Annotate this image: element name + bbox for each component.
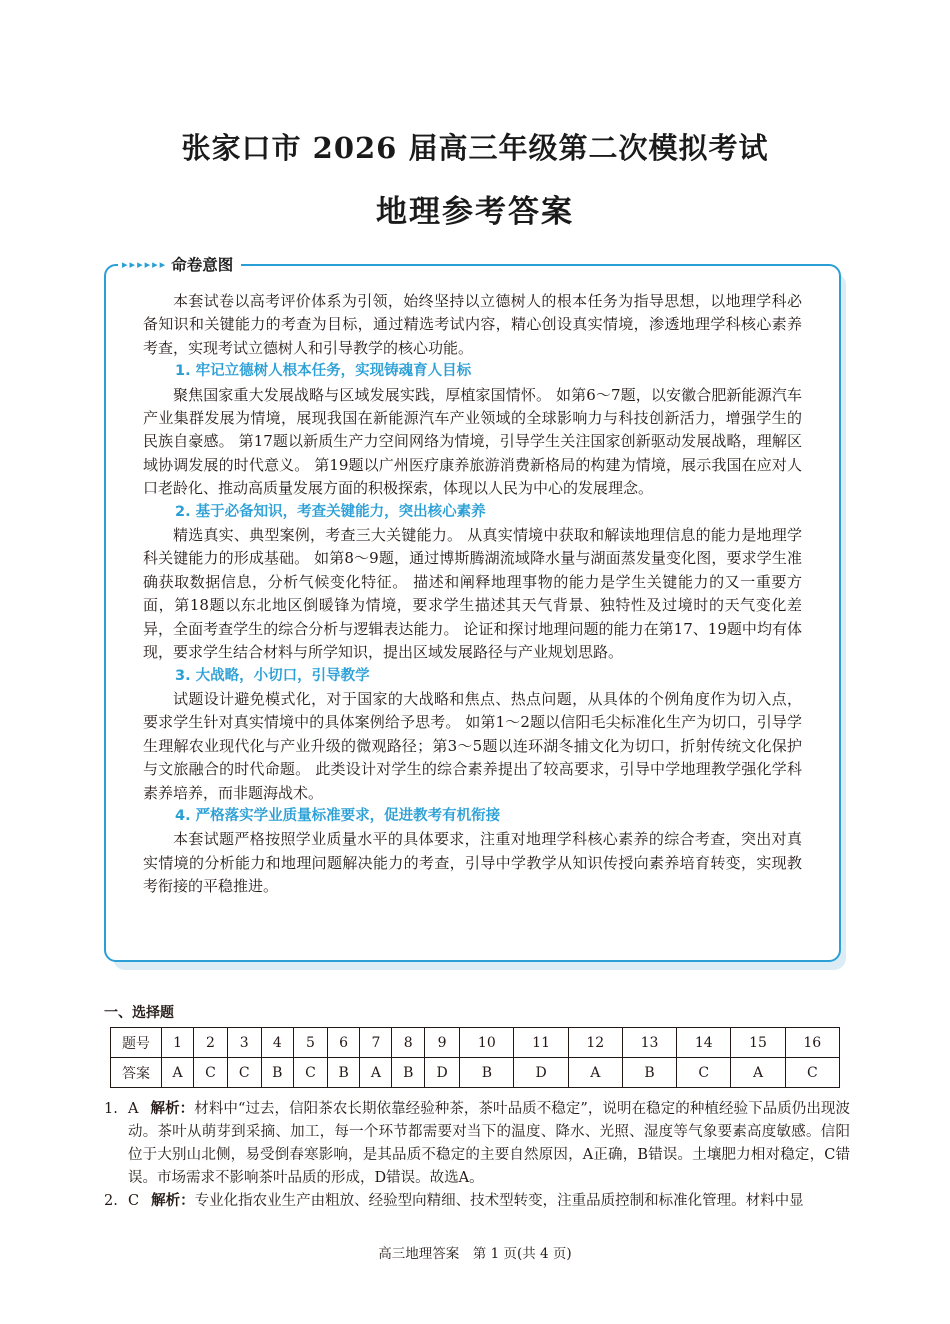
answer-cell: C [677, 1058, 731, 1088]
explanation-number: 2. [104, 1193, 118, 1209]
answer-row [111, 1058, 840, 1088]
answer-cell: B [460, 1058, 514, 1088]
question-number: 13 [622, 1028, 676, 1058]
explanation-item [104, 1190, 850, 1213]
question-number: 9 [424, 1028, 459, 1058]
question-number: 7 [360, 1028, 392, 1058]
answer-cell: A [731, 1058, 785, 1088]
explanation-text: 材料中“过去，信阳茶农长期依靠经验种茶，茶叶品质不稳定”，说明在稳定的种植经验下品质仍出现波动。茶叶从萌芽到采摘、加工，每一个环节都需要对当下的温度、降水、光照、湿度等气象要素高度敏感。信阳位于大别山北侧，易受倒春寒影响，是其品质不稳定的主要自然原因，A正确，B错误。土壤肥力相对稳定，C错误。市场需求不影响茶叶品质的形成，D错误。故选A。 [128, 1101, 850, 1186]
section-heading: 4. 严格落实学业质量标准要求，促进教考有机衔接 [175, 807, 501, 824]
explanation-item [104, 1098, 850, 1190]
answer-table [110, 1027, 840, 1088]
question-number: 6 [327, 1028, 360, 1058]
explanation-text: 专业化指农业生产由粗放、经验型向精细、技术型转变，注重品质控制和标准化管理。材料中显 [194, 1193, 804, 1209]
answer-cell: A [360, 1058, 392, 1088]
answer-cell: D [514, 1058, 568, 1088]
page-subtitle: 地理参考答案 [376, 194, 574, 230]
answer-cell: C [785, 1058, 839, 1088]
answer-cell: B [261, 1058, 294, 1088]
answer-cell: C [227, 1058, 261, 1088]
question-number: 16 [785, 1028, 839, 1058]
question-number: 4 [261, 1028, 294, 1058]
section-heading: 1. 牢记立德树人根本任务，实现铸魂育人目标 [175, 363, 472, 380]
answer-cell: D [424, 1058, 459, 1088]
row-label: 答案 [111, 1058, 162, 1088]
choice-section-title: 一、选择题 [104, 1005, 174, 1021]
intro-paragraph: 本套试卷以高考评价体系为引领，始终坚持以立德树人的根本任务为指导思想，以地理学科必备知识和关键能力的考查为目标，通过精选考试内容，精心创设真实情境，渗透地理学科核心素养考查，实现考试立德树人和引导教学的核心功能。 [143, 292, 802, 357]
question-number: 12 [568, 1028, 622, 1058]
intent-content [143, 290, 802, 899]
section-paragraph: 试题设计避免模式化，对于国家的大战略和焦点、热点问题，从具体的个例角度作为切入点，要求学生针对真实情境中的具体案例给予思考。 如第1～2题以信阳毛尖标准化生产为切口，引导学生理解农业现代化与产业升级的微观路径；第3～5题以连环湖冬捕文化为切口，折射传统文化保护与文旅融合的时代命题。 此类设计对学生的综合素养提出了较高要求，引导中学地理教学强化学科素养培养，而非题海战术。 [143, 689, 802, 802]
explanation-key: 解析： [150, 1101, 195, 1117]
answer-cell: A [568, 1058, 622, 1088]
question-number: 2 [194, 1028, 228, 1058]
answer-cell: C [194, 1058, 228, 1088]
explanation-answer: A [128, 1101, 139, 1117]
question-number-row [111, 1028, 840, 1058]
question-number: 10 [460, 1028, 514, 1058]
question-number: 1 [162, 1028, 194, 1058]
intent-box-label [118, 253, 241, 275]
explanations [104, 1098, 850, 1213]
explanation-key: 解析： [151, 1193, 195, 1209]
page-footer: 高三地理答案 第 1 页(共 4 页) [378, 1246, 572, 1262]
question-number: 11 [514, 1028, 568, 1058]
section-paragraph: 本套试题严格按照学业质量水平的具体要求，注重对地理学科核心素养的综合考查，突出对真实情境的分析能力和地理问题解决能力的考查，引导中学教学从知识传授向素养培育转变，实现教考衔接的平稳推进。 [143, 830, 802, 896]
question-number: 3 [227, 1028, 261, 1058]
explanation-body [128, 1190, 850, 1213]
question-number: 15 [731, 1028, 785, 1058]
question-number: 5 [294, 1028, 328, 1058]
explanation-number: 1. [104, 1101, 118, 1117]
answer-cell: B [622, 1058, 676, 1088]
question-number: 14 [677, 1028, 731, 1058]
section-paragraph: 精选真实、典型案例，考查三大关键能力。 从真实情境中获取和解读地理信息的能力是地理学科关键能力的形成基础。 如第8～9题，通过博斯腾湖流域降水量与湖面蒸发量变化图，要求学生准确获取数据信息，分析气候变化特征。 描述和阐释地理事物的能力是学生关键能力的又一重要方面，第18题以东北地区倒暖锋为情境，要求学生描述其天气背景、独特性及过境时的天气变化差异，全面考查学生的综合分析与逻辑表达能力。 论证和探讨地理问题的能力在第17、19题中均有体现，要求学生结合材料与所学知识，提出区域发展路径与产业规划思路。 [143, 526, 802, 662]
answer-cell: B [392, 1058, 425, 1088]
intent-box-title: 命卷意图 [171, 256, 234, 274]
section-heading: 2. 基于必备知识，考查关键能力，突出核心素养 [175, 503, 486, 520]
question-number: 8 [392, 1028, 425, 1058]
answer-cell: B [327, 1058, 360, 1088]
answer-cell: A [162, 1058, 194, 1088]
answer-cell: C [294, 1058, 328, 1088]
explanation-answer: C [128, 1193, 140, 1209]
row-label: 题号 [111, 1028, 162, 1058]
section-paragraph: 聚焦国家重大发展战略与区域发展实践，厚植家国情怀。 如第6～7题，以安徽合肥新能源汽车产业集群发展为情境，展现我国在新能源汽车产业领域的全球影响力与科技创新活力，增强学生的民族自豪感。 第17题以新质生产力空间网络为情境，引导学生关注国家创新驱动发展战略，理解区域协调发展的时代意义。 第19题以广州医疗康养旅游消费新格局的构建为情境，展示我国在应对人口老龄化、推动高质量发展方面的积极探索，体现以人民为中心的发展理念。 [143, 385, 802, 498]
page-title: 张家口市 2026 届高三年级第二次模拟考试 [181, 131, 769, 165]
explanation-body [128, 1098, 850, 1190]
section-heading: 3. 大战略，小切口，引导教学 [175, 667, 370, 684]
arrow-decoration-icon: ▸ ▸ ▸ ▸ ▸ ▸ [122, 257, 166, 271]
